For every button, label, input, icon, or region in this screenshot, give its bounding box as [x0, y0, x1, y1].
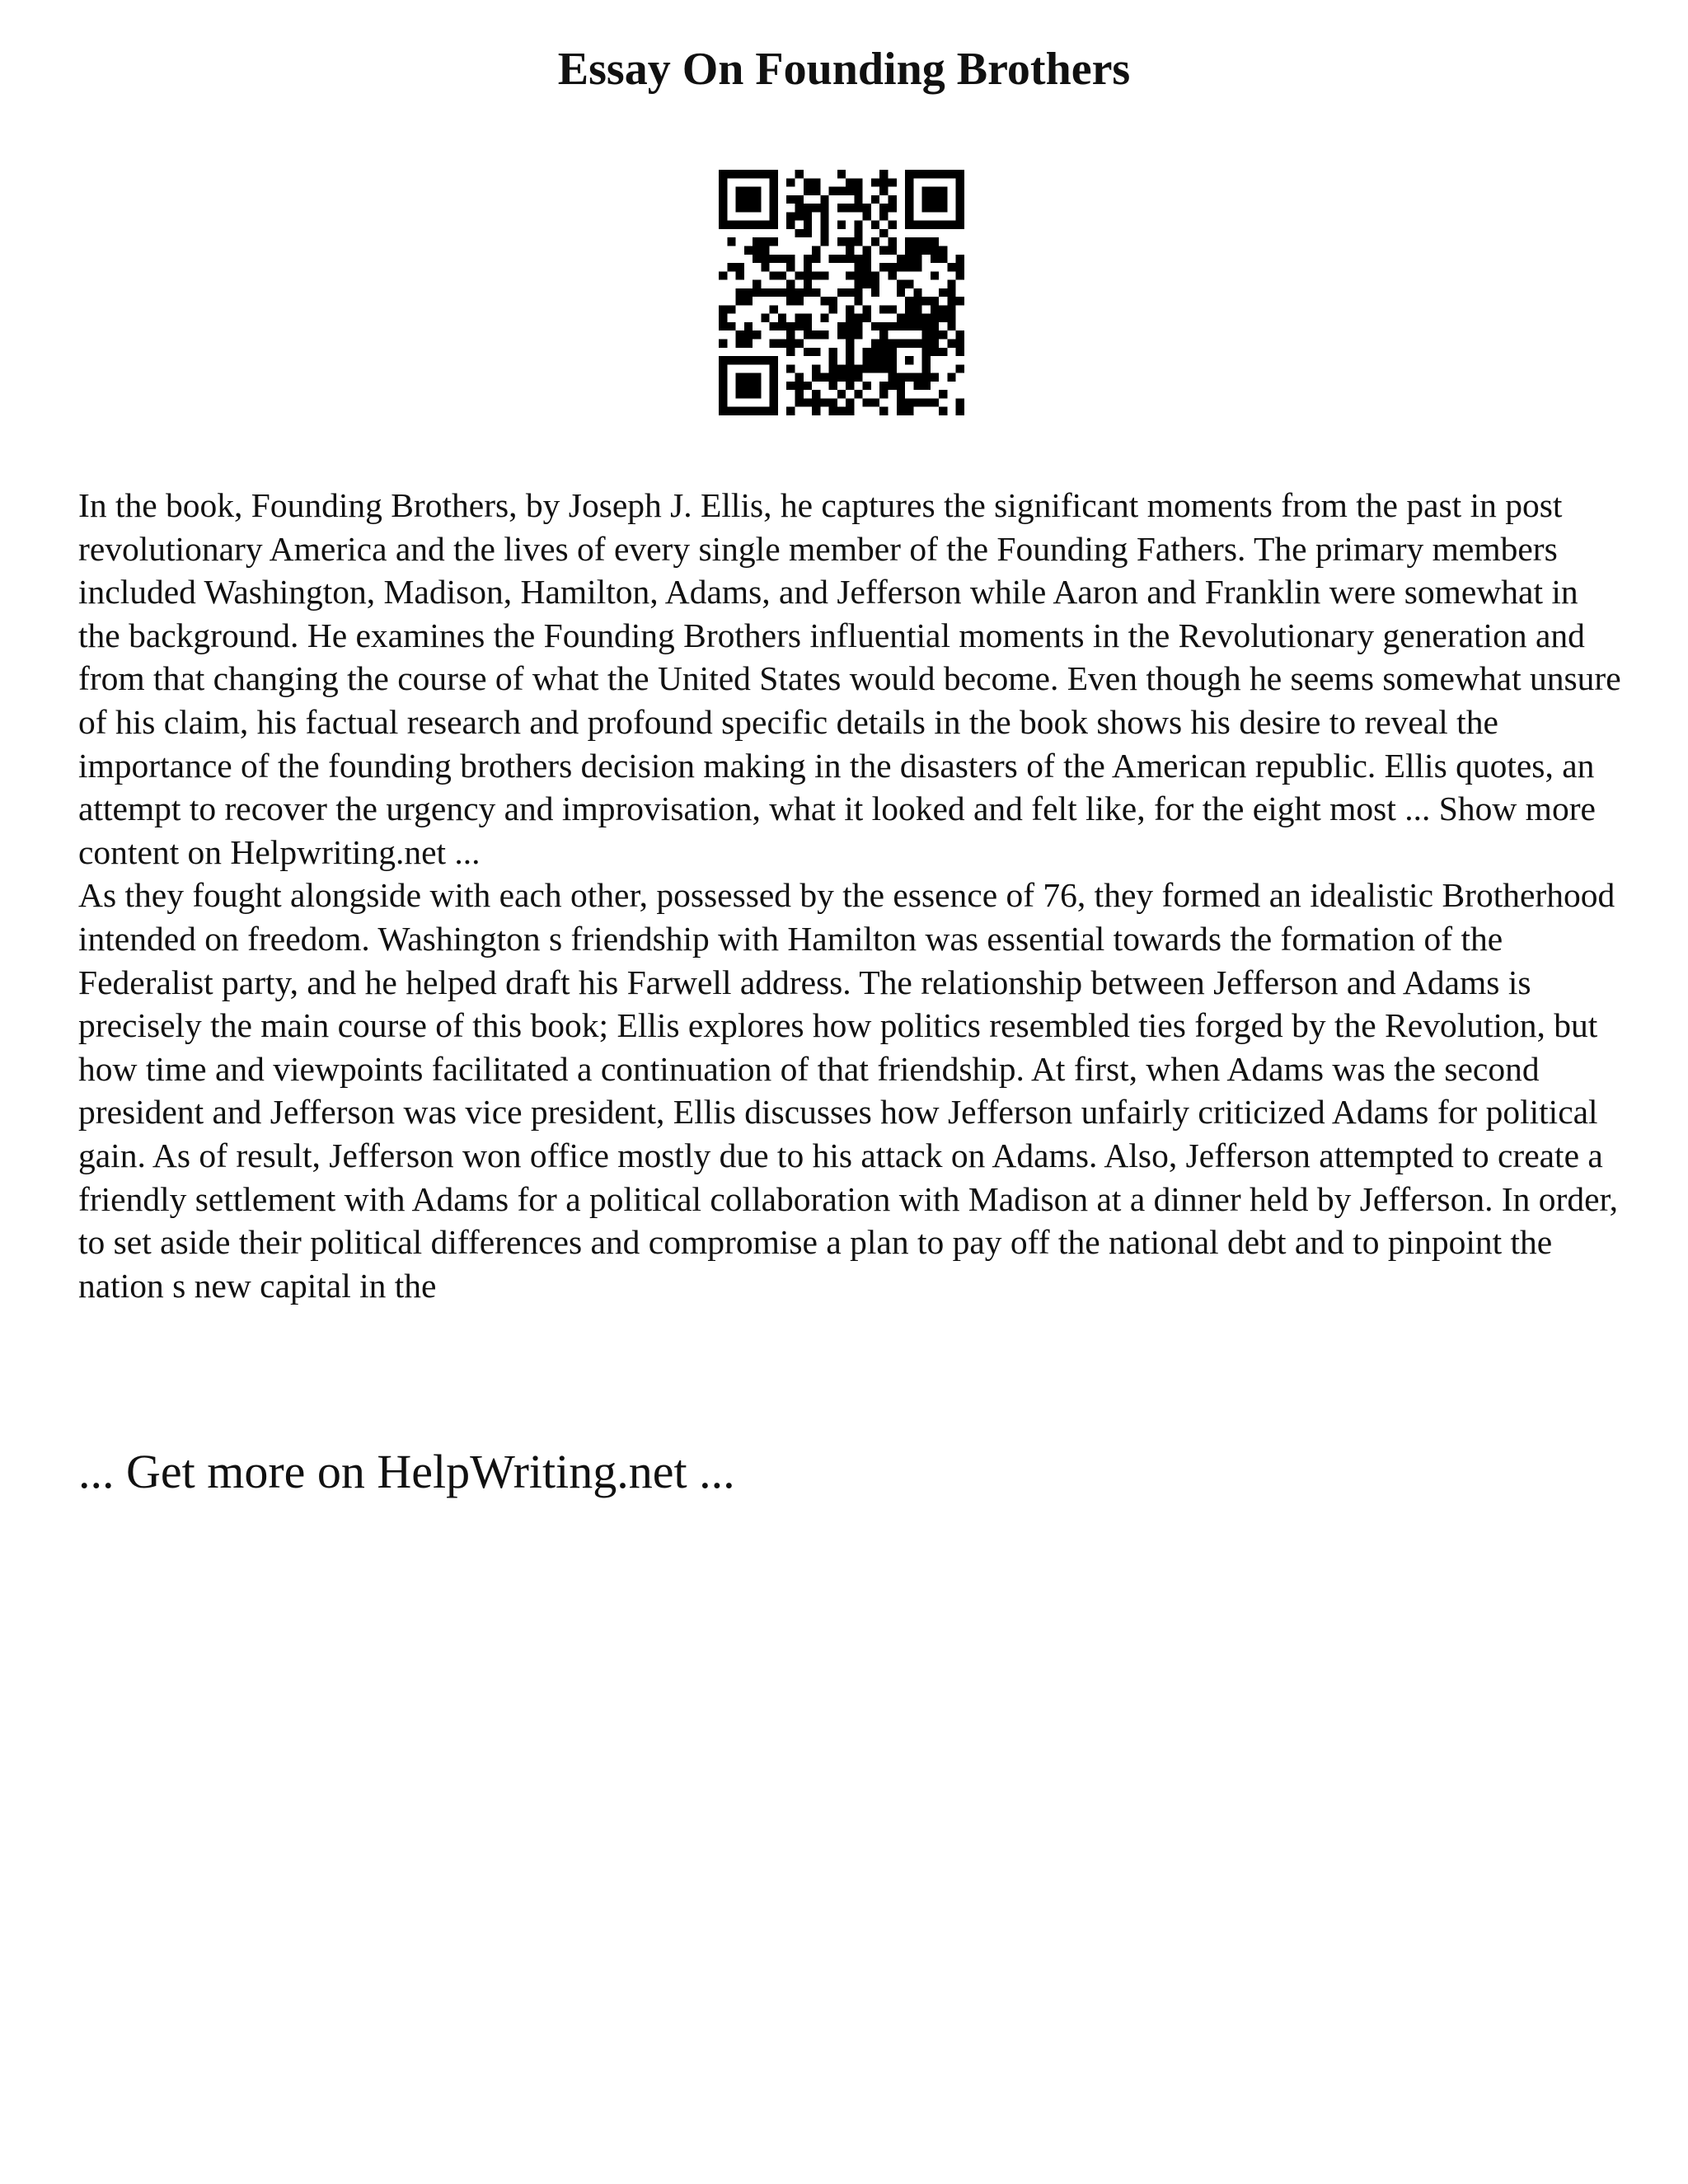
essay-paragraph-1: In the book, Founding Brothers, by Joseph J. Ellis, he captures the significant moments from the past in post revolutionary America and the lives of every single member of the Founding Fathers. The primary members included Washington, Madison, Hamilton, Adams, and Jefferson while Aaron and Franklin were somewhat in the background. He examines the Founding Brothers influential moments in the Revolutionary generation and from that changing the course of what the United States would become. Even though he seems somewhat unsure of his claim, his factual research and profound specific details in the book shows his desire to reveal the importance of the founding brothers decision making in the disasters of the American republic. Ellis quotes, an attempt to recover the urgency and improvisation, what it looked and felt like, for the eight most ... Show more content on Helpwriting.net ...	[78, 486, 1621, 871]
document-title: Essay On Founding Brothers	[557, 44, 1131, 95]
get-more-link[interactable]: ... Get more on HelpWriting.net ...	[78, 1445, 735, 1498]
essay-paragraph-2: As they fought alongside with each other, possessed by the essence of 76, they formed an idealistic Brotherhood intended on freedom. Washington s friendship with Hamilton was essential towards the formation of the Federalist party, and he helped draft his Farwell address. The relationship between Jefferson and Adams is precisely the main course of this book; Ellis explores how politics resembled ties forged by the Revolution, but how time and viewpoints facilitated a continuation of that friendship. At first, when Adams was the second president and Jefferson was vice president, Ellis discusses how Jefferson unfairly criticized Adams for political gain. As of result, Jefferson won office mostly due to his attack on Adams. Also, Jefferson attempted to create a friendly settlement with Adams for a political collaboration with Madison at a dinner held by Jefferson. In order, to set aside their political differences and compromise a plan to pay off the national debt and to pinpoint the nation s new capital in the	[78, 876, 1619, 1305]
essay-body	[78, 484, 1628, 1307]
qr-code-icon[interactable]	[719, 170, 964, 415]
